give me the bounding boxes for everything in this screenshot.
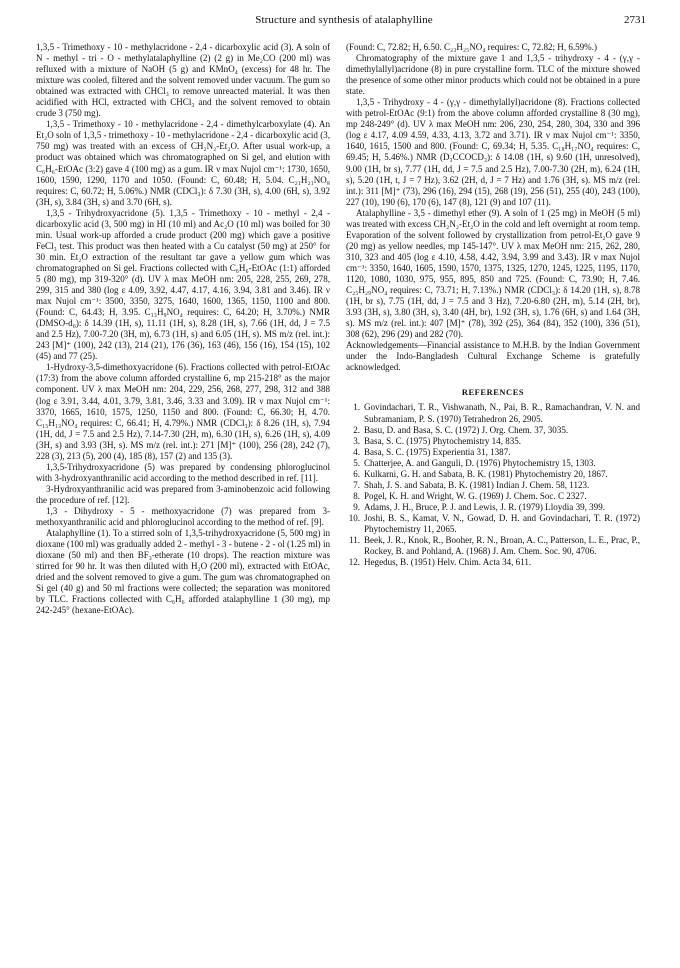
page-number: 2731 xyxy=(624,14,646,26)
reference-text: Kulkarni, G. H. and Sabata, B. K. (1981) Phytochemistry 20, 1867. xyxy=(364,468,608,479)
paragraph-prep-anthranilic: 3-Hydroxyanthranilic acid was prepared from 3-aminobenzoic acid following the procedure of ref. [12]. xyxy=(36,483,330,505)
reference-text: Govindachari, T. R., Vishwanath, N., Pai, B. R., Ramachandran, V. N. and Subramaniam, P. S. (1970) Tetrahedron 26, 2905. xyxy=(364,402,640,424)
right-column xyxy=(346,42,640,568)
reference-text: Basa, S. C. (1975) Phytochemistry 14, 835. xyxy=(364,435,522,446)
reference-number: 12. xyxy=(348,557,360,568)
reference-item xyxy=(346,491,640,502)
reference-number: 7. xyxy=(353,479,360,490)
reference-text: Basa, S. C. (1975) Experientia 31, 1387. xyxy=(364,446,511,457)
paragraph-compound-5: 1,3,5 - Trihydroxyacridone (5). 1,3,5 - Trimethoxy - 10 - methyl - 2,4 - dicarboxylic acid (3, 500 mg) in HI (10 ml) and Ac₂O (10 ml) was boiled for 30 min. Usual work-up afforded a crude product (200 mg) which gave a positive FeCl₃ test. This product was then heated with a Cu catalyst (50 mg) at 250° for 30 min. Et₂O extraction of the resultant tar gave a yellow gum which was chromatographed on Si gel. Fractions collected with C₆H₆-EtOAc (1:1) afforded 5 (80 mg), mp 319-320° (d). UV λ max MeOH nm: 205, 228, 255, 269, 278, 299, 315 and 380 (log ε 4.09, 3.92, 4.47, 4.17, 4.16, 3.94, 3.81 and 3.46). IR ν max Nujol cm⁻¹: 3500, 3350, 3275, 1640, 1600, 1365, 1150, 1100 and 800. (Found: C, 64.43; H, 3.95. C₁₃H₉NO₄ requires: C, 64.20; H, 3.70%.) NMR (DMSO-d₆): δ 14.39 (1H, s), 11.11 (1H, s), 8.28 (1H, s), 7.66 (1H, dd, J = 7.5 and 2.5 Hz), 7.00-7.20 (3H, m), 6.73 (1H, s) and 6.05 (1H, s). MS m/z (rel. int.): 243 [M]⁺ (100), 242 (13), 214 (21), 176 (36), 163 (46), 156 (16), 154 (15), 102 (45) and 77 (25). xyxy=(36,207,330,362)
paragraph-compound-6: 1-Hydroxy-3,5-dimethoxyacridone (6). Fractions collected with petrol-EtOAc (17:3) from the above column afforded crystalline 6, mp 215-218° as the major component. UV λ max MeOH nm: 204, 229, 256, 268, 277, 298, 312 and 388 (log ε 3.91, 3.44, 4.01, 3.79, 3.81, 3.46, 3.33 and 3.09). IR ν max Nujol cm⁻¹: 3370, 1665, 1610, 1575, 1250, 1150 and 800. (Found: C, 66.30; H, 4.70. C₁₅H₁₃NO₄ requires: C, 66.41; H, 4.79%.) NMR (CDCl₃): δ 8.26 (1H, s), 7.94 (1H, dd, J = 7.5 and 2.5 Hz), 7.14-7.30 (2H, m), 6.30 (1H, s), 6.26 (1H, s), 4.09 (3H, s) and 3.93 (3H, s). MS m/z (rel. int.): 271 [M]⁺ (100), 256 (28), 242 (7), 228 (3), 213 (5), 200 (4), 185 (8), 157 (2) and 135 (3). xyxy=(36,362,330,461)
acknowledgements: Acknowledgements—Financial assistance to M.H.B. by the Indian Government under the Indo-Bangladesh Cultural Exchange Scheme is gratefully acknowledged. xyxy=(346,340,640,373)
reference-text: Joshi, B. S., Kamat, V. N., Gowad, D. H. and Govindachari, T. R. (1972) Phytochemistry 11, 2065. xyxy=(364,512,640,534)
reference-text: Shah, J. S. and Sabata, B. K. (1981) Indian J. Chem. 58, 1123. xyxy=(364,479,590,490)
reference-text: Basu, D. and Basa, S. C. (1972) J. Org. Chem. 37, 3035. xyxy=(364,424,569,435)
reference-text: Hegedus, B. (1951) Helv. Chim. Acta 34, 611. xyxy=(364,557,532,568)
paragraph-chromatography: Chromatography of the mixture gave 1 and 1,3,5 - trihydroxy - 4 - (γ,γ - dimethylallyl)acridone (8) in pure crystalline form. TLC of the mixture showed the presence of some other minor products which could not be obtained in a pure state. xyxy=(346,53,640,97)
reference-number: 4. xyxy=(353,446,360,457)
reference-item xyxy=(346,557,640,568)
reference-number: 10. xyxy=(348,512,360,523)
reference-item xyxy=(346,513,640,535)
reference-number: 11. xyxy=(349,535,360,546)
reference-item xyxy=(346,480,640,491)
reference-item xyxy=(346,502,640,513)
reference-text: Adams, J. H., Bruce, P. J. and Lewis, J. R. (1979) Lloydia 39, 399. xyxy=(364,501,605,512)
reference-item xyxy=(346,402,640,424)
reference-text: Beek, J. R., Knok, R., Booher, R. N., Broan, A. C., Patterson, L. E., Prac, P., Rockey, B. and Pohland, A. (1968) J. Am. Chem. Soc. 90, 4706. xyxy=(364,535,640,557)
reference-item xyxy=(346,535,640,557)
reference-item xyxy=(346,447,640,458)
reference-item xyxy=(346,458,640,469)
reference-number: 1. xyxy=(353,402,360,413)
references-list xyxy=(346,402,640,568)
left-column xyxy=(36,42,330,616)
paragraph-compound-4: 1,3,5 - Trimethoxy - 10 - methylacridone - 2,4 - dimethylcarboxylate (4). An Et₂O soln of 1,3,5 - trimethoxy - 10 - methylacridone - 2,4 - dicarboxylic acid (3, 750 mg) was treated with an excess of CH₂N₂-Et₂O. After usual work-up, a product was obtained which was chromatographed on Si gel, and elution with C₆H₆-EtOAc (3:2) gave 4 (100 mg) as a gum. IR ν max Nujol cm⁻¹: 1730, 1650, 1600, 1590, 1290, 1170 and 1050. (Found: C, 60.48; H, 5.04. C₂₁H₂₁NO₈ requires: C, 60.72; H, 5.06%.) NMR (CDCl₃): δ 7.30 (3H, s), 4.00 (6H, s), 3.92 (3H, s), 3.84 (3H, s) and 3.70 (6H, s). xyxy=(36,119,330,207)
reference-number: 2. xyxy=(353,424,360,435)
paragraph-found: (Found: C, 72.82; H, 6.50. C₂₃H₂₅NO₄ requires: C, 72.82; H, 6.59%.) xyxy=(346,42,597,52)
paragraph-compound-3: 1,3,5 - Trimethoxy - 10 - methylacridone - 2,4 - dicarboxylic acid (3). A soln of N - methyl - tri - O - methylatalaphylline (2) (2 g) in Me₂CO (200 ml) was refluxed with a mixture of NaOH (5 g) and KMnO₄ (excess) for 48 hr. The mixture was cooled, filtered and the solvent removed under vacuum. The gum so obtained was extracted with CHCl₃ to remove unreacted material. It was then acidified with HCl, extracted with CHCl₃ and the solvent removed to obtain crude 3 (750 mg). xyxy=(36,42,330,119)
running-title: Structure and synthesis of atalaphylline xyxy=(255,14,433,26)
reference-text: Pogel, K. H. and Wright, W. G. (1969) J. Chem. Soc. C 2327. xyxy=(364,490,587,501)
reference-number: 8. xyxy=(353,490,360,501)
paragraph-atalaphylline: Atalaphylline (1). To a stirred soln of 1,3,5-trihydroxyacridone (5, 500 mg) in dioxane (100 ml) was gradually added 2 - methyl - 3 - butene - 2 - ol (1.25 ml) in dioxane (50 ml) and then BF₃-etherate (10 drops). The reaction mixture was stirred for 90 hr. It was then diluted with H₂O (200 ml), extracted with EtOAc, dried and the solvent removed to give a gum. The gum was chromatographed on Si gel (40 g) and 50 ml fractions were collected; the separation was monitored by TLC. Fractions collected with C₆H₆ afforded atalaphylline 1 (30 mg), mp 242-245° (hexane-EtOAc). xyxy=(36,528,330,616)
paragraph-prep-5: 1,3,5-Trihydroxyacridone (5) was prepared by condensing phloroglucinol with 3-hydroxyanthranilic acid according to the method described in ref. [11]. xyxy=(36,461,330,483)
reference-number: 5. xyxy=(353,457,360,468)
reference-number: 9. xyxy=(353,501,360,512)
reference-item xyxy=(346,436,640,447)
references-heading: REFERENCES xyxy=(461,388,525,398)
page-header xyxy=(42,14,646,30)
paragraph-compound-8: 1,3,5 - Trihydroxy - 4 - (γ,γ - dimethylallyl)acridone (8). Fractions collected with petrol-EtOAc (9:1) from the above column afforded crystalline 8 (30 mg), mp 248-249° (d). UV λ max MeOH nm: 206, 230, 254, 280, 304, 330 and 396 (log ε 4.17, 4.09 4.59, 4.33, 4.13, 3.72 and 3.71). IR ν max Nujol cm⁻¹: 3350, 1640, 1615, 1500 and 800. (Found: C, 69.34; H, 5.35. C₁₈H₁₇NO₄ requires: C, 69.45; H, 5.46%.) NMR (D₃CCOCD₃): δ 14.08 (1H, s) 9.60 (1H, unresolved), 9.00 (1H, br s), 7.77 (1H, dd, J = 7.5 and 2.5 Hz), 7.00-7.30 (2H, m), 6.24 (1H, s), 5.20 (1H, t, J = 7 Hz), 3.62 (2H, d, J = 7 Hz) and 1.76 (3H, s). MS m/z (rel. int.): 311 [M]⁺ (73), 296 (16), 294 (15), 268 (19), 256 (51), 255 (40), 243 (100), 227 (10), 190 (6), 170 (6), 147 (8), 121 (9) and 107 (11). xyxy=(346,97,640,207)
reference-item xyxy=(346,469,640,480)
reference-number: 6. xyxy=(353,468,360,479)
reference-text: Chatterjee, A. and Ganguli, D. (1976) Phytochemistry 15, 1303. xyxy=(364,457,596,468)
reference-item xyxy=(346,425,640,436)
paragraph-compound-9: Atalaphylline - 3,5 - dimethyl ether (9). A soln of 1 (25 mg) in MeOH (5 ml) was treated with excess CH₂N₂-Et₂O in the cold and left overnight at room temp. Evaporation of the solvent followed by crystallization from petrol-Et₂O gave 9 (20 mg) as yellow needles, mp 145-147°. UV λ max MeOH nm: 215, 262, 280, 310, 323 and 405 (log ε 4.10, 4.58, 4.42, 3.94, 3.99 and 3.43). IR ν max Nujol cm⁻¹: 3350, 1640, 1605, 1590, 1570, 1375, 1325, 1270, 1245, 1225, 1195, 1170, 1120, 1080, 1030, 975, 955, 895, 850 and 725. (Found: C, 73.90; H, 7.46. C₂₅H₂₉NO₄ requires: C, 73.71; H, 7.13%.) NMR (CDCl₃): δ 14.20 (1H, s), 8.78 (1H, br s), 7.75 (1H, dd, J = 7.5 and 3 Hz), 7.20-6.80 (2H, m), 5.14 (2H, br), 3.93 (3H, s), 3.80 (3H, s), 3.40 (4H, br), 1.92 (3H, s), 1.76 (6H, s) and 1.64 (3H, s). MS m/z (rel. int.): 407 [M]⁺ (78), 392 (25), 364 (84), 352 (100), 336 (51), 308 (62), 296 (29) and 282 (70). xyxy=(346,207,640,340)
reference-number: 3. xyxy=(353,435,360,446)
paragraph-compound-7: 1,3 - Dihydroxy - 5 - methoxyacridone (7) was prepared from 3-methoxyanthranilic acid and phloroglucinol according to the method of ref. [9]. xyxy=(36,505,330,528)
